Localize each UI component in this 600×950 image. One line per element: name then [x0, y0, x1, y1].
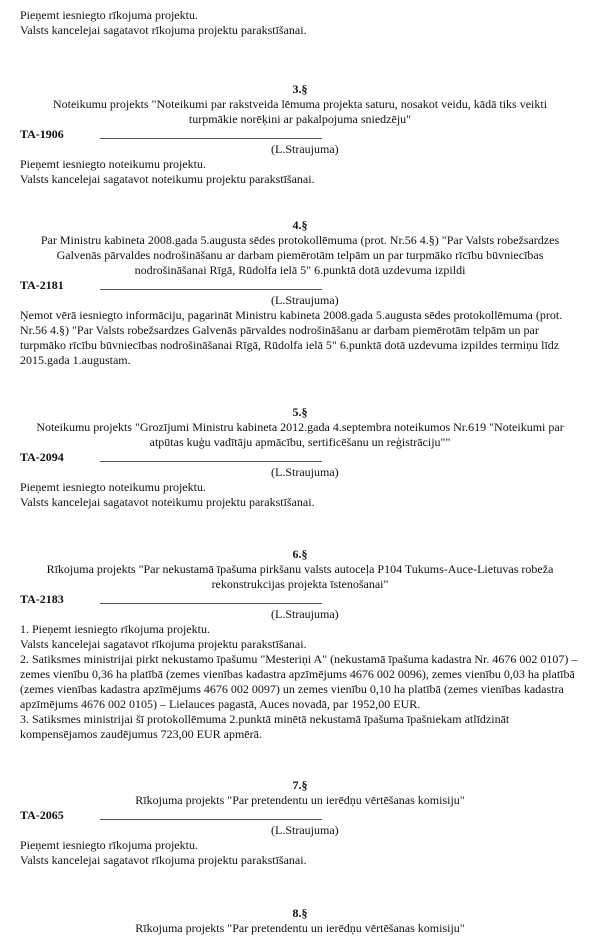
responsible: (L.Straujuma) [271, 607, 339, 621]
decision-line: Valsts kancelejai sagatavot rīkojuma projektu parakstīšanai. [20, 637, 307, 651]
ta-row [20, 127, 600, 142]
section-number: 6.§ [292, 547, 308, 561]
ta-code: TA-2181 [20, 278, 64, 292]
intro-decision [0, 8, 600, 38]
section-number: 5.§ [292, 405, 308, 419]
section-title: Par Ministru kabineta 2008.gada 5.augusta sēdes protokollēmuma (prot. Nr.56 4.§) "Par Valsts robežsardzes Galvenās pārvaldes nodrošināšanu ar darbam piemērotām telpām un par turpmāko rīcību būvniecības nodrošināšanai Rīgā, Rūdolfa ielā 5" 6.punktā dotā uzdevuma izpildi [40, 233, 560, 277]
section-4 [0, 218, 600, 368]
signature-line [100, 819, 322, 820]
section-number: 7.§ [292, 778, 308, 792]
decision-line: 1. Pieņemt iesniegto rīkojuma projektu. [20, 622, 210, 636]
ta-row [20, 278, 600, 293]
decision-line: Pieņemt iesniegto noteikumu projektu. [20, 157, 206, 171]
section-3 [0, 82, 600, 187]
decision-line: Pieņemt iesniegto rīkojuma projektu. [20, 8, 198, 22]
decision-line: Valsts kancelejai sagatavot rīkojuma projektu parakstīšanai. [20, 23, 307, 37]
decision-line: Valsts kancelejai sagatavot noteikumu projektu parakstīšanai. [20, 172, 315, 186]
responsible: (L.Straujuma) [271, 465, 339, 479]
ta-code: TA-2094 [20, 450, 64, 464]
signature-line [100, 289, 322, 290]
section-number: 4.§ [292, 218, 308, 232]
responsible: (L.Straujuma) [271, 293, 339, 307]
ta-row [20, 450, 600, 465]
decision-line: Ņemot vērā iesniegto informāciju, pagarināt Ministru kabineta 2008.gada 5.augusta sēdes protokollēmuma (prot. Nr.56 4.§) "Par Valsts robežsardzes Galvenās pārvaldes nodrošināšanu ar darbam piemērotām telpām un par turpmāko rīcību būvniecības nodrošināšanai Rīgā, Rūdolfa ielā 5" 6.punktā dotā uzdevuma izpildes termiņu līdz 2015.gada 1.augustam. [20, 308, 563, 367]
section-number: 3.§ [292, 82, 308, 96]
section-title: Rīkojuma projekts "Par pretendentu un ierēdņu vērtēšanas komisiju" [135, 921, 465, 935]
ta-code: TA-2183 [20, 592, 64, 606]
ta-row [20, 592, 600, 607]
responsible: (L.Straujuma) [271, 142, 339, 156]
decision-line: Valsts kancelejai sagatavot noteikumu projektu parakstīšanai. [20, 495, 315, 509]
signature-line [100, 138, 322, 139]
section-6 [0, 547, 600, 742]
decision-line: 2. Satiksmes ministrijai pirkt nekustamo īpašumu "Mesteriņi A" (nekustamā īpašuma kadastra Nr. 4676 002 0107) – zemes vienību 0,36 ha platībā (zemes vienības kadastra apzīmējums 4676 002 0096), zemes vienību 0,03 ha platībā (zemes vienības kadastra apzīmējums 4676 002 0097) un zemes vienību 0,10 ha platībā (zemes vienības kadastra apzīmējums 4676 002 0105) – Lielauces pagastā, Auces novadā, par 1952,00 EUR. [20, 652, 578, 711]
signature-line [100, 461, 322, 462]
section-title: Noteikumu projekts "Grozījumi Ministru kabineta 2012.gada 4.septembra noteikumos Nr.619 "Noteikumi par atpūtas kuģu vadītāju apmācību, sertificēšanu un reģistrāciju"" [36, 420, 564, 449]
section-8 [0, 906, 600, 936]
section-5 [0, 405, 600, 510]
section-title: Rīkojuma projekts "Par nekustamā īpašuma pirkšanu valsts autoceļa P104 Tukums-Auce-Lietuvas robeža rekonstrukcijas projekta īstenošanai" [46, 562, 554, 591]
section-title: Noteikumu projekts "Noteikumi par rakstveida lēmuma projekta saturu, nosakot veidu, kādā tiks veikti turpmākie norēķini ar pakalpojuma sniedzēju" [52, 97, 548, 126]
signature-line [100, 603, 322, 604]
section-title: Rīkojuma projekts "Par pretendentu un ierēdņu vērtēšanas komisiju" [135, 793, 465, 807]
decision-line: Pieņemt iesniegto noteikumu projektu. [20, 480, 206, 494]
responsible: (L.Straujuma) [271, 823, 339, 837]
decision-line: Pieņemt iesniegto rīkojuma projektu. [20, 838, 198, 852]
ta-code: TA-1906 [20, 127, 64, 141]
ta-code: TA-2065 [20, 808, 64, 822]
decision-line: Valsts kancelejai sagatavot rīkojuma projektu parakstīšanai. [20, 853, 307, 867]
ta-row [20, 808, 600, 823]
decision-line: 3. Satiksmes ministrijai šī protokollēmuma 2.punktā minētā nekustamā īpašuma īpašniekam atlīdzināt kompensējamos zaudējumus 723,00 EUR apmērā. [20, 712, 510, 741]
section-7 [0, 778, 600, 868]
section-number: 8.§ [292, 906, 308, 920]
